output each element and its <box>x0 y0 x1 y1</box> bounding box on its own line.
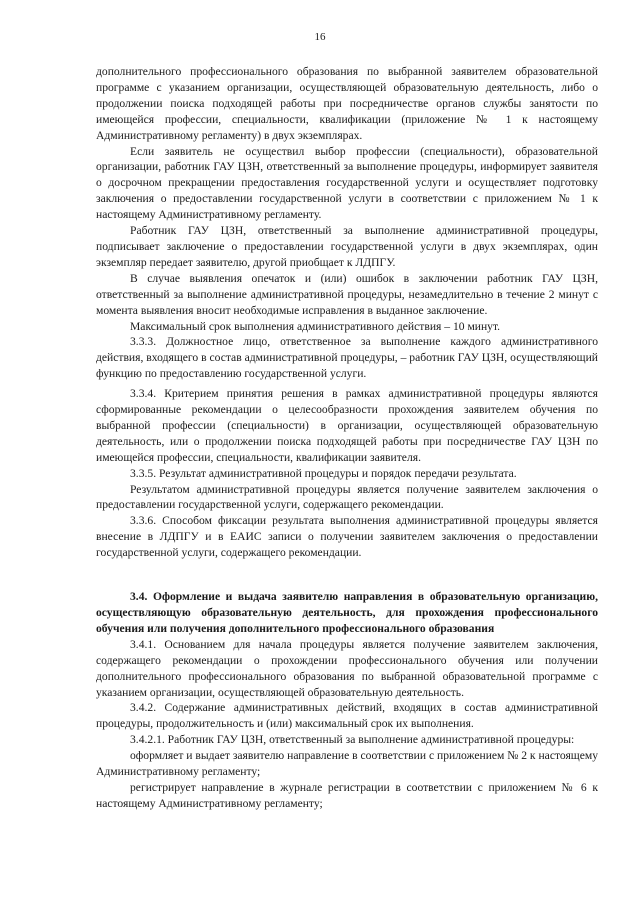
paragraph-3-3-5: 3.3.5. Результат административной процедуры и порядок передачи результата. <box>130 466 517 480</box>
page-number: 16 <box>314 31 326 43</box>
section-heading-3-4: 3.4. Оформление и выдача заявителю направления в образовательную организацию, осуществляющую образовательную деятельность, для прохождения профессионального обучения или получения дополнительного профессионального образования <box>96 590 598 635</box>
document-body <box>96 64 598 812</box>
paragraph-3-3-3: 3.3.3. Должностное лицо, ответственное за выполнение каждого административного действия, входящего в состав административной процедуры, – работник ГАУ ЦЗН, осуществляющий функцию по предоставлению государственной услуги. <box>96 335 598 381</box>
paragraph-no-choice: Если заявитель не осуществил выбор профессии (специальности), образовательной организации, работник ГАУ ЦЗН, ответственный за выполнение процедуры, информирует заявителя о досрочном прекращении предоставления государственной услуги и осуществляет подготовку заключения о предоставлении государственной услуги в соответствии с приложением № 1 к настоящему Административному регламенту. <box>96 144 598 222</box>
paragraph-3-4-2-1: 3.4.2.1. Работник ГАУ ЦЗН, ответственный за выполнение административной процедуры: <box>130 733 575 747</box>
paragraph-errors: В случае выявления опечаток и (или) ошибок в заключении работник ГАУ ЦЗН, ответственный за выполнение административной процедуры, незамедлительно в течение 2 минут с момента выявления вносит необходимые исправления в выданное заключение. <box>96 271 598 317</box>
paragraph-max-time: Максимальный срок выполнения административного действия – 10 минут. <box>130 319 501 333</box>
paragraph-3-4-1: 3.4.1. Основанием для начала процедуры является получение заявителем заключения, содержащего рекомендации о прохождении профессионального обучения или получении дополнительного профессионального образования по выбранной образовательной программе с указанием организации, осуществляющей образовательную деятельность. <box>96 637 598 699</box>
paragraph-3-3-4: 3.3.4. Критерием принятия решения в рамках административной процедуры являются сформированные рекомендации о целесообразности прохождения заявителем обучения по выбранной профессии (специальности) в организации, осуществляющей образовательную деятельность, или о продолжении поиска подходящей работы при посредничестве ГАУ ЦЗН по имеющейся профессии, специальности, квалификации заявителя. <box>96 387 598 464</box>
paragraph-3-4-2: 3.4.2. Содержание административных действий, входящих в состав административной процедуры, продолжительность и (или) максимальный срок их выполнения. <box>96 701 598 731</box>
paragraph-3-3-6: 3.3.6. Способом фиксации результата выполнения административной процедуры является внесение в ЛДПГУ и в ЕАИС записи о получении заявителем заключения о предоставлении государственной услуги, содержащего рекомендации. <box>96 514 598 560</box>
list-item-register: регистрирует направление в журнале регистрации в соответствии с приложением № 6 к настоящему Административному регламенту; <box>96 780 598 810</box>
list-item-issue: оформляет и выдает заявителю направление в соответствии с приложением № 2 к настоящему Административному регламенту; <box>96 749 598 779</box>
paragraph-continuation: дополнительного профессионального образования по выбранной заявителем образовательной программе с указанием организации, осуществляющей образовательную деятельность, либо о продолжении поиска подходящей работы при посредничестве органов службы занятости по имеющейся профессии, специальности, квалификации (приложение № 1 к настоящему Административному регламенту) в двух экземплярах. <box>96 65 598 142</box>
paragraph-signing: Работник ГАУ ЦЗН, ответственный за выполнение административной процедуры, подписывает заключение о предоставлении государственной услуги в двух экземплярах, один экземпляр передает заявителю, другой приобщает к ЛДПГУ. <box>96 224 598 269</box>
paragraph-result: Результатом административной процедуры является получение заявителем заключения о предоставлении государственной услуги, содержащего рекомендации. <box>96 482 598 512</box>
